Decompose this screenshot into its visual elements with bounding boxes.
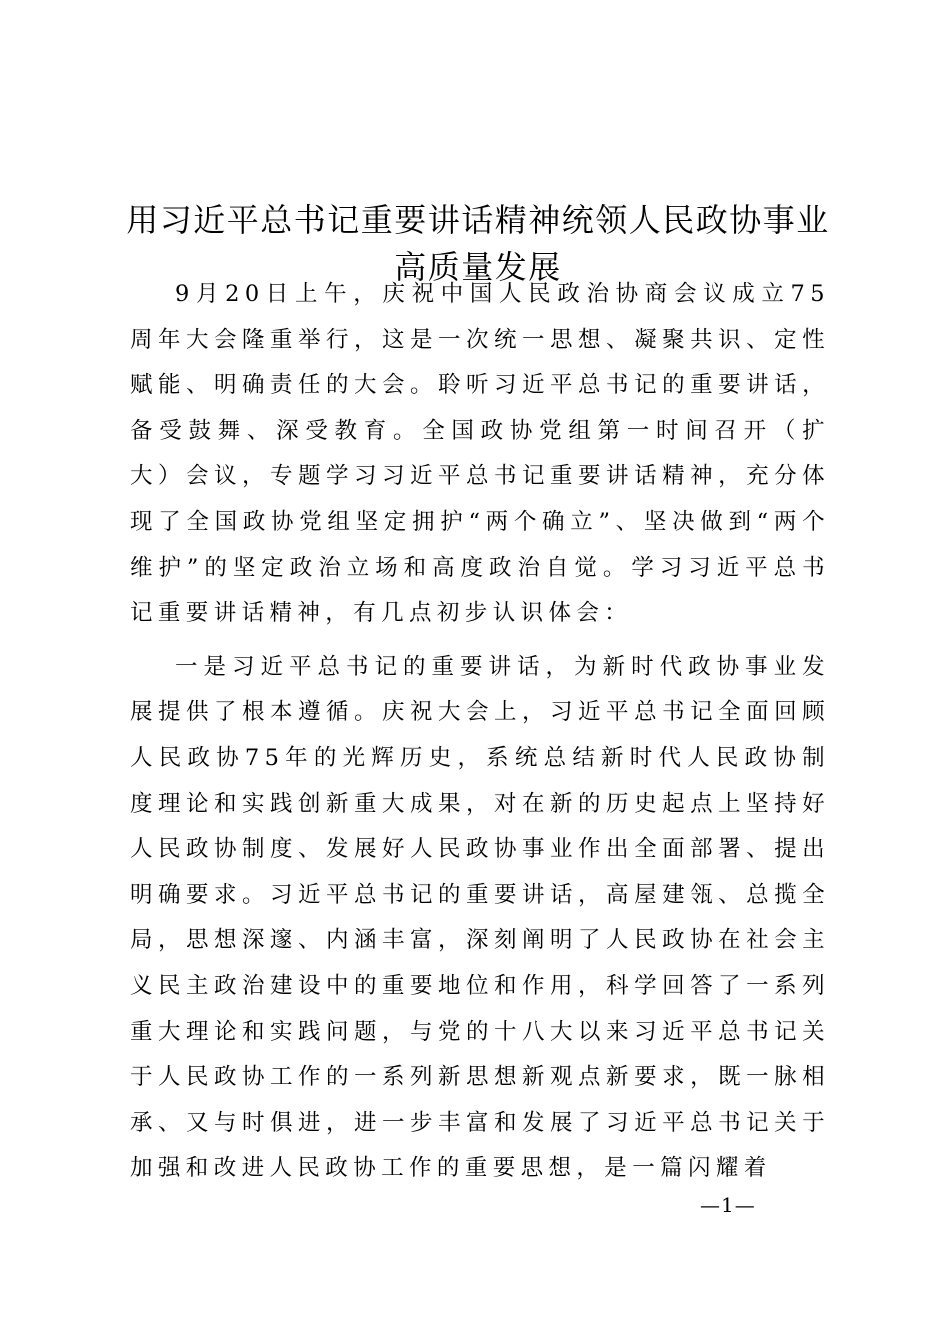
paragraph-intro: 9月20日上午，庆祝中国人民政治协商会议成立75周年大会隆重举行，这是一次统一思想、凝聚共识、定性赋能、明确责任的大会。聆听习近平总书记的重要讲话，备受鼓舞、深受教育。全国政协党组第一时间召开（扩大）会议，专题学习习近平总书记重要讲话精神，充分体现了全国政协党组坚定拥护“两个确立”、坚决做到“两个维护”的坚定政治立场和高度政治自觉。学习习近平总书记重要讲话精神，有几点初步认识体会： (130, 281, 830, 627)
document-body (130, 272, 830, 1192)
page-number: —1— (700, 1193, 756, 1217)
document-title: 用习近平总书记重要讲话精神统领人民政协事业高质量发展 (126, 201, 830, 287)
paragraph-point-one: 一是习近平总书记的重要讲话，为新时代政协事业发展提供了根本遵循。庆祝大会上，习近平总书记全面回顾人民政协75年的光辉历史，系统总结新时代人民政协制度理论和实践创新重大成果，对在新的历史起点上坚持好人民政协制度、发展好人民政协事业作出全面部署、提出明确要求。习近平总书记的重要讲话，高屋建瓴、总揽全局，思想深邃、内涵丰富，深刻阐明了人民政协在社会主义民主政治建设中的重要地位和作用，科学回答了一系列重大理论和实践问题，与党的十八大以来习近平总书记关于人民政协工作的一系列新思想新观点新要求，既一脉相承、又与时俱进，进一步丰富和发展了习近平总书记关于加强和改进人民政协工作的重要思想，是一篇闪耀着 (130, 653, 830, 1182)
